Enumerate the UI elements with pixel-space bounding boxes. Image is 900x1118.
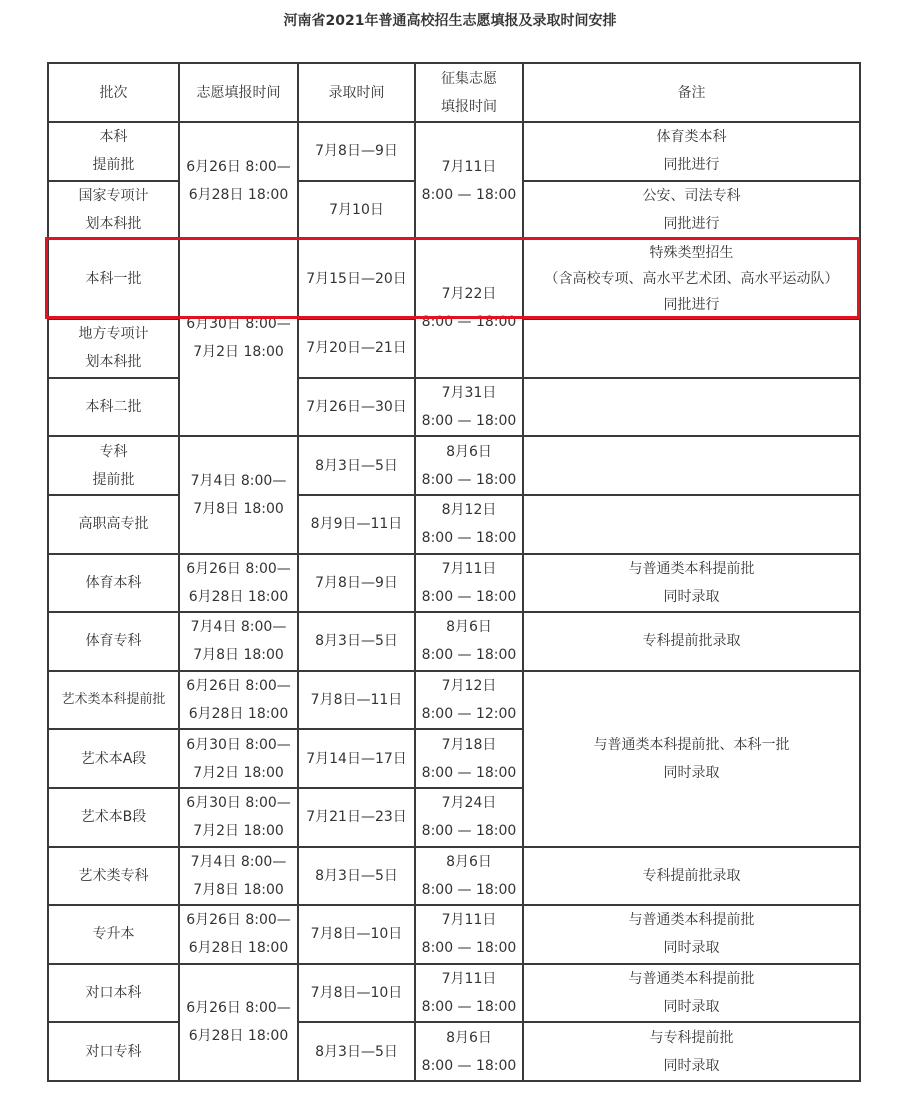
solicit-time-cell: 7月12日 8:00 — 12:00 [415,671,523,730]
table-row [48,847,860,906]
admit-time-cell: 7月8日—9日 [298,122,415,181]
batch-cell: 对口本科 [48,964,179,1023]
note-cell [523,319,860,378]
table-row [48,495,860,554]
fill-time-cell: 6月26日 8:00— 6月28日 18:00 [179,905,298,964]
admit-time-cell: 8月3日—5日 [298,436,415,495]
batch-cell: 专升本 [48,905,179,964]
table-row [48,671,860,730]
note-cell: 与普通类本科提前批 同时录取 [523,905,860,964]
admit-time-cell: 7月8日—10日 [298,905,415,964]
fill-time-cell: 6月30日 8:00— 7月2日 18:00 [179,788,298,847]
batch-cell: 体育本科 [48,554,179,613]
admit-time-cell: 7月8日—10日 [298,964,415,1023]
admit-time-cell: 7月15日—20日 [298,239,415,319]
fill-time-cell: 6月30日 8:00— 7月2日 18:00 [179,729,298,788]
solicit-time-cell: 8月6日 8:00 — 18:00 [415,436,523,495]
note-cell: 与普通类本科提前批、本科一批 同时录取 [523,671,860,847]
batch-cell: 高职高专批 [48,495,179,554]
admit-time-cell: 7月20日—21日 [298,319,415,378]
note-cell [523,495,860,554]
batch-cell: 艺术本B段 [48,788,179,847]
note-cell: 体育类本科 同批进行 [523,122,860,181]
fill-time-cell: 7月4日 8:00— 7月8日 18:00 [179,436,298,553]
header-solicit-time: 征集志愿 填报时间 [415,63,523,122]
fill-time-cell: 7月4日 8:00— 7月8日 18:00 [179,612,298,671]
solicit-time-cell: 7月11日 8:00 — 18:00 [415,905,523,964]
fill-time-cell: 6月26日 8:00— 6月28日 18:00 [179,964,298,1081]
schedule-table [47,62,861,1082]
note-cell: 与普通类本科提前批 同时录取 [523,554,860,613]
batch-cell: 本科二批 [48,378,179,437]
header-batch: 批次 [48,63,179,122]
solicit-time-cell: 8月6日 8:00 — 18:00 [415,612,523,671]
table-row [48,378,860,437]
solicit-time-cell: 7月11日 8:00 — 18:00 [415,964,523,1023]
note-cell: 特殊类型招生 （含高校专项、高水平艺术团、高水平运动队） 同批进行 [523,239,860,319]
admit-time-cell: 8月3日—5日 [298,1022,415,1081]
fill-time-cell: 7月4日 8:00— 7月8日 18:00 [179,847,298,906]
admit-time-cell: 7月8日—9日 [298,554,415,613]
note-cell: 与专科提前批 同时录取 [523,1022,860,1081]
fill-time-cell: 6月30日 8:00— 7月2日 18:00 [179,239,298,436]
batch-cell: 本科 提前批 [48,122,179,181]
admit-time-cell: 8月3日—5日 [298,847,415,906]
table-row [48,905,860,964]
note-cell [523,378,860,437]
solicit-time-cell: 7月11日 8:00 — 18:00 [415,554,523,613]
table-row [48,436,860,495]
batch-cell: 对口专科 [48,1022,179,1081]
fill-time-cell: 6月26日 8:00— 6月28日 18:00 [179,554,298,613]
header-note: 备注 [523,63,860,122]
solicit-time-cell: 7月22日 8:00 — 18:00 [415,239,523,378]
solicit-time-cell: 7月31日 8:00 — 18:00 [415,378,523,437]
fill-time-cell: 6月26日 8:00— 6月28日 18:00 [179,671,298,730]
batch-cell: 专科 提前批 [48,436,179,495]
admit-time-cell: 7月8日—11日 [298,671,415,730]
batch-cell: 艺术类专科 [48,847,179,906]
note-cell: 专科提前批录取 [523,847,860,906]
note-cell: 公安、司法专科 同批进行 [523,181,860,240]
admit-time-cell: 7月10日 [298,181,415,240]
note-cell: 与普通类本科提前批 同时录取 [523,964,860,1023]
table-row [48,239,860,319]
solicit-time-cell: 7月24日 8:00 — 18:00 [415,788,523,847]
table-row [48,122,860,181]
solicit-time-cell: 8月12日 8:00 — 18:00 [415,495,523,554]
batch-cell: 本科一批 [48,239,179,319]
fill-time-cell: 6月26日 8:00— 6月28日 18:00 [179,122,298,239]
solicit-time-cell: 8月6日 8:00 — 18:00 [415,1022,523,1081]
solicit-time-cell: 7月18日 8:00 — 18:00 [415,729,523,788]
header-admit-time: 录取时间 [298,63,415,122]
admit-time-cell: 8月3日—5日 [298,612,415,671]
header-fill-time: 志愿填报时间 [179,63,298,122]
table-row [48,554,860,613]
admit-time-cell: 7月14日—17日 [298,729,415,788]
batch-cell: 国家专项计 划本科批 [48,181,179,240]
table-header-row [48,63,860,122]
table-row [48,612,860,671]
batch-cell: 体育专科 [48,612,179,671]
admit-time-cell: 7月21日—23日 [298,788,415,847]
admit-time-cell: 7月26日—30日 [298,378,415,437]
batch-cell: 地方专项计 划本科批 [48,319,179,378]
note-cell [523,436,860,495]
note-cell: 专科提前批录取 [523,612,860,671]
table-row [48,964,860,1023]
batch-cell: 艺术本A段 [48,729,179,788]
admit-time-cell: 8月9日—11日 [298,495,415,554]
batch-cell: 艺术类本科提前批 [48,671,179,730]
solicit-time-cell: 7月11日 8:00 — 18:00 [415,122,523,239]
solicit-time-cell: 8月6日 8:00 — 18:00 [415,847,523,906]
table-row [48,1022,860,1081]
page-title: 河南省2021年普通高校招生志愿填报及录取时间安排 [283,13,617,29]
